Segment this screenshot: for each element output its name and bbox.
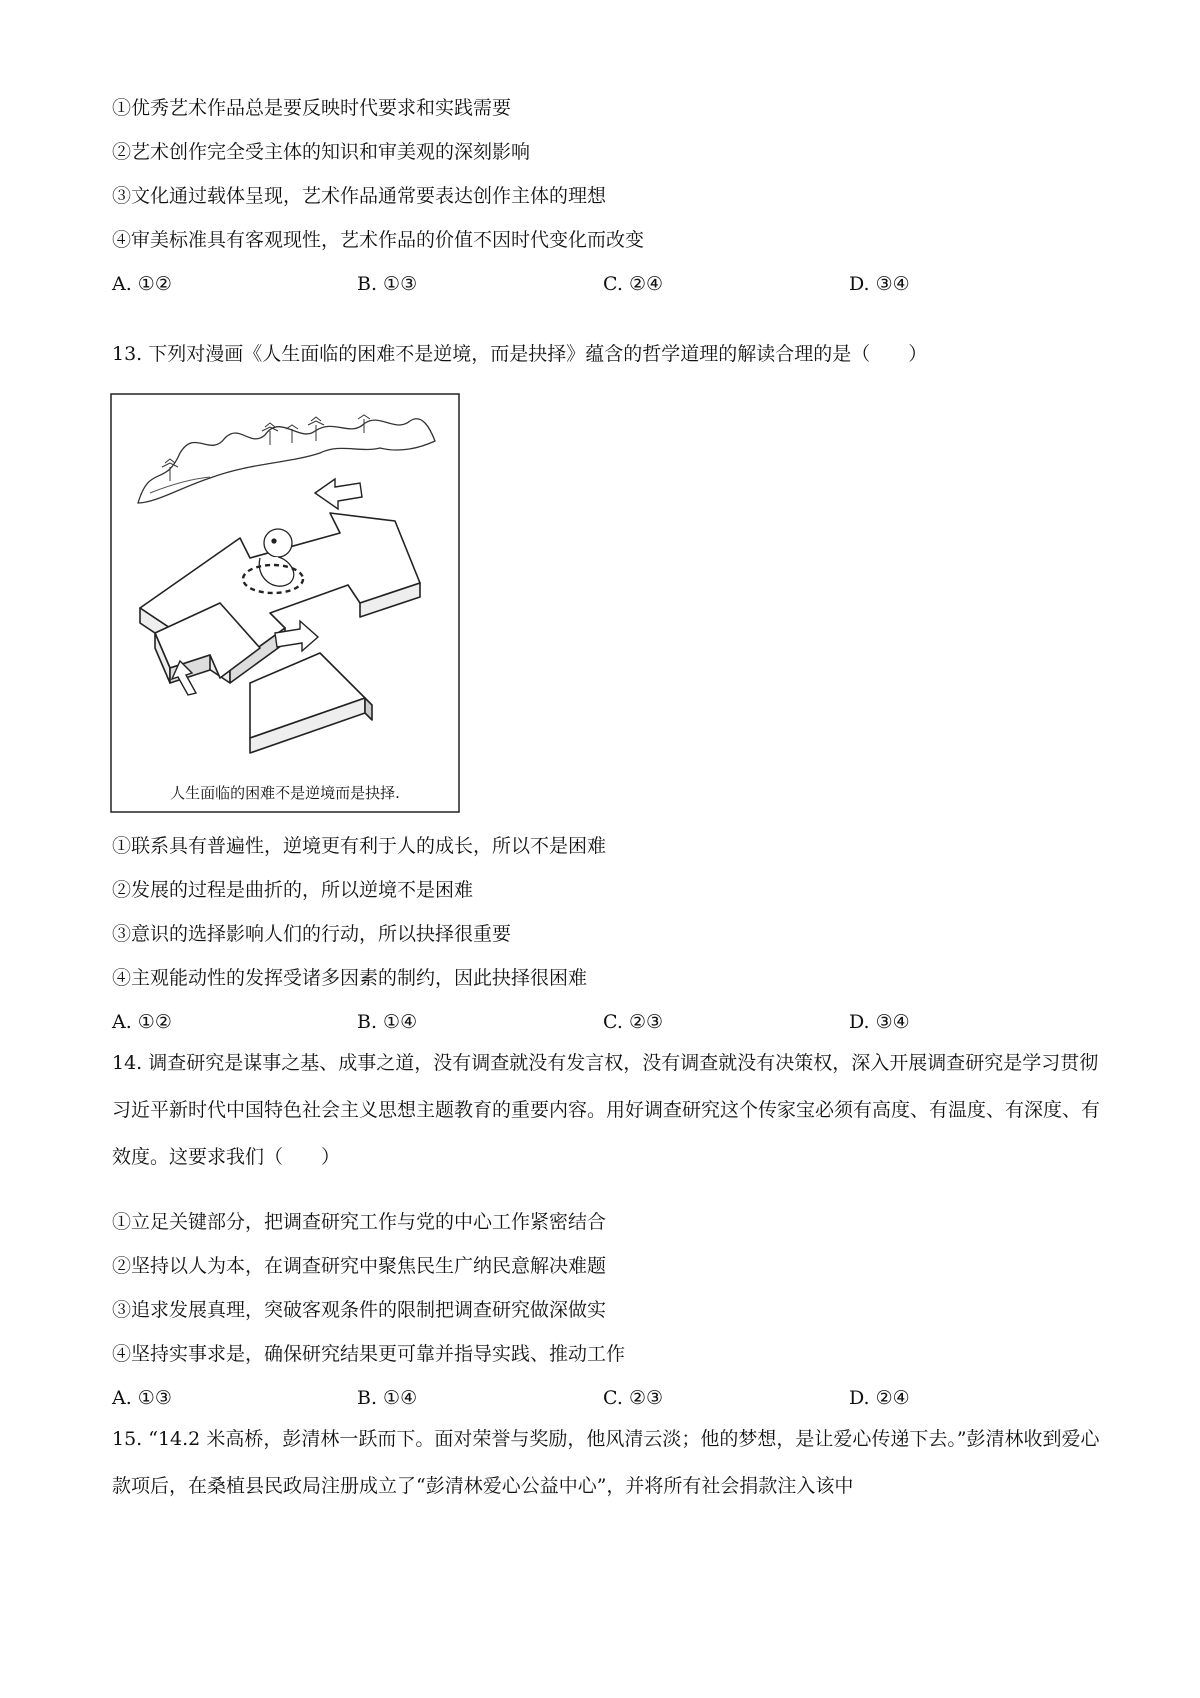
q12-option-1: ①优秀艺术作品总是要反映时代要求和实践需要 xyxy=(112,97,512,119)
q12-choice-a: A. ①② xyxy=(112,273,172,295)
q12-choice-d: D. ③④ xyxy=(849,273,910,295)
q14-option-2: ②坚持以人为本，在调查研究中聚焦民生广纳民意解决难题 xyxy=(112,1255,607,1277)
q14-choice-a: A. ①③ xyxy=(112,1387,172,1409)
q13-cartoon-caption: 人生面临的困难不是逆境而是抉择. xyxy=(170,784,400,802)
q14-choice-c: C. ②③ xyxy=(603,1387,664,1409)
q13-cartoon-image xyxy=(110,393,460,813)
q13-stem: 13. 下列对漫画《人生面临的困难不是逆境，而是抉择》蕴含的哲学道理的解读合理的是（ ） xyxy=(112,343,928,365)
q12-choice-c: C. ②④ xyxy=(603,273,664,295)
q13-choice-b: B. ①④ xyxy=(357,1011,418,1033)
q14-choice-d: D. ②④ xyxy=(849,1387,910,1409)
q12-option-4: ④审美标准具有客观现性，艺术作品的价值不因时代变化而改变 xyxy=(112,229,645,251)
q14-stem: 14. 调查研究是谋事之基、成事之道，没有调查就没有发言权，没有调查就没有决策权，深入开展调查研究是学习贯彻习近平新时代中国特色社会主义思想主题教育的重要内容。用好调查研究这个传家宝必须有高度、有温度、有深度、有效度。这要求我们（ ） xyxy=(112,1052,1101,1168)
q13-option-1: ①联系具有普遍性，逆境更有利于人的成长，所以不是困难 xyxy=(112,835,607,857)
q15-stem: 15. “14.2 米高桥，彭清林一跃而下。面对荣誉与奖励，他风清云淡；他的梦想，是让爱心传递下去。”彭清林收到爱心款项后，在桑植县民政局注册成立了“彭清林爱心公益中心”，并将所有社会捐款注入该中 xyxy=(112,1428,1100,1497)
q14-choice-b: B. ①④ xyxy=(357,1387,418,1409)
q14-option-1: ①立足关键部分，把调查研究工作与党的中心工作紧密结合 xyxy=(112,1211,607,1233)
q13-choice-d: D. ③④ xyxy=(849,1011,910,1033)
q13-choice-c: C. ②③ xyxy=(603,1011,664,1033)
q12-option-3: ③文化通过载体呈现，艺术作品通常要表达创作主体的理想 xyxy=(112,185,607,207)
q13-choice-a: A. ①② xyxy=(112,1011,172,1033)
q13-option-4: ④主观能动性的发挥受诸多因素的制约，因此抉择很困难 xyxy=(112,967,588,989)
q12-option-2: ②艺术创作完全受主体的知识和审美观的深刻影响 xyxy=(112,141,531,163)
q12-choice-b: B. ①③ xyxy=(357,273,418,295)
q14-option-3: ③追求发展真理，突破客观条件的限制把调查研究做深做实 xyxy=(112,1299,607,1321)
q13-option-2: ②发展的过程是曲折的，所以逆境不是困难 xyxy=(112,879,474,901)
q13-option-3: ③意识的选择影响人们的行动，所以抉择很重要 xyxy=(112,923,512,945)
q14-option-4: ④坚持实事求是，确保研究结果更可靠并指导实践、推动工作 xyxy=(112,1343,626,1365)
